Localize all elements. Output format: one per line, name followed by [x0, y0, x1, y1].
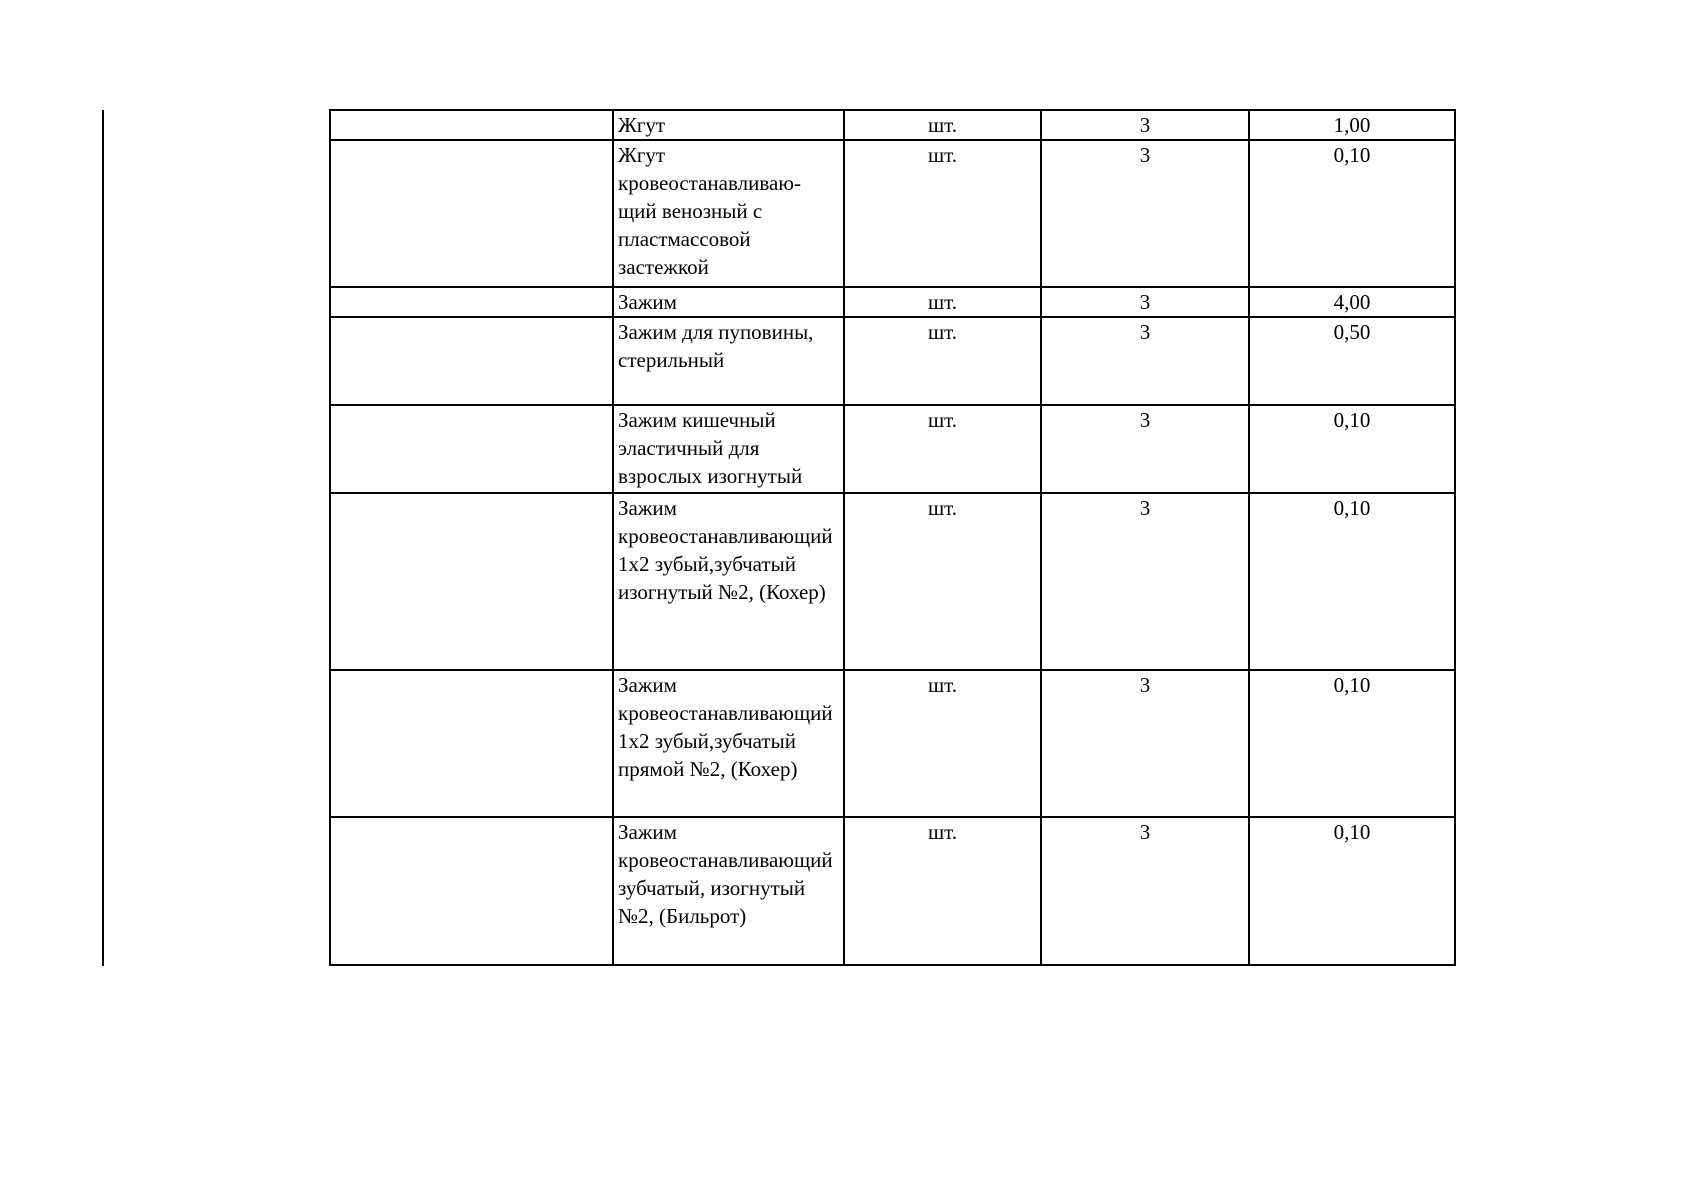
- item-name: Зажим для пуповины, стерильный: [613, 317, 844, 405]
- item-amount: 1,00: [1249, 110, 1455, 140]
- item-unit: шт.: [844, 317, 1041, 405]
- item-unit: шт.: [844, 140, 1041, 287]
- item-unit: шт.: [844, 110, 1041, 140]
- table-row: [330, 110, 1455, 140]
- item-name: Зажим кровеостанавливающий зубчатый, изогнутый №2, (Бильрот): [613, 817, 844, 965]
- table-row: [330, 140, 1455, 287]
- item-name: Жгут: [613, 110, 844, 140]
- empty-cell: [330, 287, 613, 317]
- item-quantity: 3: [1041, 140, 1249, 287]
- item-quantity: 3: [1041, 817, 1249, 965]
- item-quantity: 3: [1041, 110, 1249, 140]
- supplies-table: [329, 109, 1456, 966]
- item-name: Жгут кровеостанавливаю-щий венозный с пластмассовой застежкой: [613, 140, 844, 287]
- empty-cell: [330, 670, 613, 817]
- item-quantity: 3: [1041, 317, 1249, 405]
- empty-cell: [330, 493, 613, 670]
- table-row: [330, 287, 1455, 317]
- item-amount: 0,10: [1249, 670, 1455, 817]
- item-quantity: 3: [1041, 670, 1249, 817]
- item-quantity: 3: [1041, 287, 1249, 317]
- empty-cell: [330, 140, 613, 287]
- table-row: [330, 493, 1455, 670]
- item-quantity: 3: [1041, 405, 1249, 493]
- table-row: [330, 405, 1455, 493]
- item-unit: шт.: [844, 817, 1041, 965]
- item-amount: 0,10: [1249, 817, 1455, 965]
- item-name: Зажим кишечный эластичный для взрослых изогнутый: [613, 405, 844, 493]
- item-name: Зажим кровеостанавливающий 1х2 зубый,зубчатый изогнутый №2, (Кохер): [613, 493, 844, 670]
- item-name: Зажим кровеостанавливающий 1х2 зубый,зубчатый прямой №2, (Кохер): [613, 670, 844, 817]
- item-amount: 0,10: [1249, 405, 1455, 493]
- item-unit: шт.: [844, 405, 1041, 493]
- item-unit: шт.: [844, 493, 1041, 670]
- table-row: [330, 670, 1455, 817]
- item-unit: шт.: [844, 670, 1041, 817]
- item-unit: шт.: [844, 287, 1041, 317]
- empty-cell: [330, 817, 613, 965]
- item-amount: 0,10: [1249, 493, 1455, 670]
- item-quantity: 3: [1041, 493, 1249, 670]
- item-amount: 4,00: [1249, 287, 1455, 317]
- item-amount: 0,10: [1249, 140, 1455, 287]
- empty-cell: [330, 317, 613, 405]
- item-name: Зажим: [613, 287, 844, 317]
- empty-cell: [330, 110, 613, 140]
- item-amount: 0,50: [1249, 317, 1455, 405]
- empty-cell: [330, 405, 613, 493]
- table-row: [330, 317, 1455, 405]
- table-row: [330, 817, 1455, 965]
- page-margin-line: [102, 110, 104, 966]
